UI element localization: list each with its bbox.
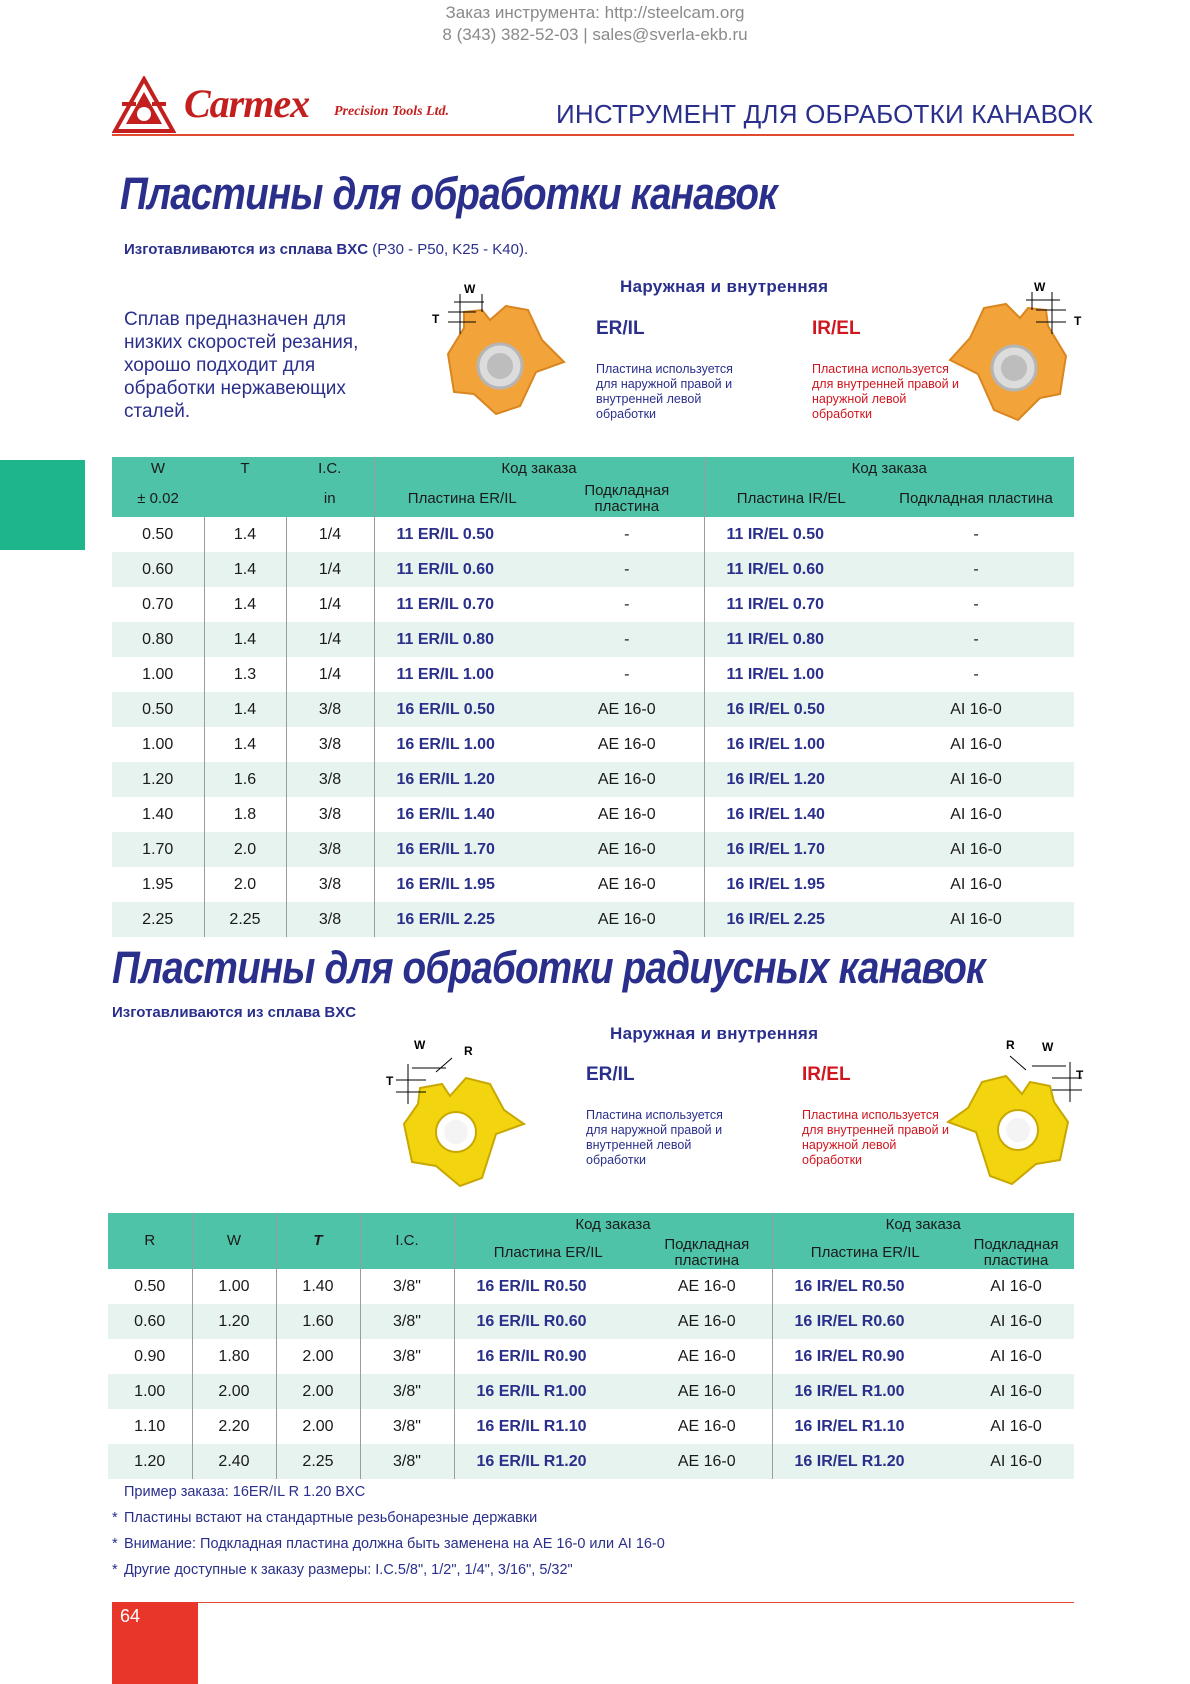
cell-shim-er: - <box>550 622 704 657</box>
cell-insert-er-code: 11 ER/IL 0.60 <box>374 552 550 587</box>
cell-ic: 1/4 <box>286 552 374 587</box>
cell-shim-right: AI 16-0 <box>990 1277 1042 1295</box>
cell-insert-er-code: 16 ER/IL 1.00 <box>396 735 495 753</box>
cell-w: 1.00 <box>112 727 204 762</box>
cell-ic: 1/4 <box>286 517 374 552</box>
r-col-order-left-header: Код заказа <box>454 1213 772 1237</box>
yellow-ir-insert-icon <box>940 1036 1090 1196</box>
radius-ir-r-label: R <box>1006 1038 1015 1052</box>
cell-w: 2.40 <box>192 1444 276 1479</box>
cell-t: 2.00 <box>276 1374 360 1409</box>
order-code-er-label: Код заказа <box>501 460 577 477</box>
radius-er-il-code: ER/IL <box>586 1064 635 1085</box>
cell-insert-right-code: 16 IR/EL R0.60 <box>772 1304 958 1339</box>
cell-insert-ir-code: 16 IR/EL 0.50 <box>704 692 878 727</box>
section-title: ИНСТРУМЕНТ ДЛЯ ОБРАБОТКИ КАНАВОК <box>556 99 1094 129</box>
cell-shim-right: AI 16-0 <box>958 1444 1074 1479</box>
cell-t: 1.8 <box>204 797 286 832</box>
cell-insert-left-code: 16 ER/IL R1.00 <box>454 1374 642 1409</box>
cell-ic: 3/8 <box>286 902 374 937</box>
radius-ir-w-label: W <box>1042 1040 1054 1054</box>
carmex-emblem-icon <box>112 76 176 136</box>
cell-shim-ir: - <box>878 622 1074 657</box>
cell-shim-er: AE 16-0 <box>550 867 704 902</box>
col-shim-er-header: Подкладная пластина <box>550 481 704 517</box>
cell-ic: 3/8 <box>286 727 374 762</box>
cell-ic: 1/4 <box>286 587 374 622</box>
cell-shim-left: AE 16-0 <box>642 1374 772 1409</box>
cell-shim-er: AE 16-0 <box>550 692 704 727</box>
grooves-material <box>124 241 528 258</box>
cell-w: 1.40 <box>112 797 204 832</box>
footnote-1 <box>112 1510 538 1526</box>
cell-shim-ir: AI 16-0 <box>950 875 1002 893</box>
radius-ir-t-label: T <box>1076 1068 1084 1082</box>
grooves-ir-el-code: IR/EL <box>812 318 861 339</box>
carmex-logo <box>112 76 472 136</box>
cell-insert-left-code: 16 ER/IL R1.20 <box>454 1444 642 1479</box>
cell-t: 2.00 <box>276 1339 360 1374</box>
cell-insert-er-code: 16 ER/IL 2.25 <box>374 902 550 937</box>
footnote-star: * <box>112 1536 118 1552</box>
cell-w: 2.20 <box>192 1409 276 1444</box>
table-row <box>112 552 1074 587</box>
cell-insert-er-code: 11 ER/IL 0.50 <box>396 525 495 543</box>
r-col-insert-right-header: Пластина ER/IL <box>772 1237 958 1269</box>
ir-t-label: T <box>1074 314 1082 328</box>
table-row <box>112 517 1074 552</box>
grooves-description: Сплав предназначен для низких скоростей резания, хорошо подходит для обработки нержавеющих сталей. <box>124 309 359 422</box>
cell-insert-left-code: 16 ER/IL R0.50 <box>476 1277 587 1295</box>
cell-ic: 1/4 <box>286 622 374 657</box>
cell-shim-left: AE 16-0 <box>642 1409 772 1444</box>
radius-er-r-label: R <box>464 1044 473 1058</box>
col-ic-unit: in <box>286 481 374 517</box>
cell-insert-right-code: 16 IR/EL R0.90 <box>794 1347 905 1365</box>
cell-w: 0.60 <box>112 552 204 587</box>
footnote-3-text: Другие доступные к заказу размеры: I.C.5/8", 1/2", 1/4", 3/16", 5/32" <box>124 1562 573 1578</box>
cell-insert-er-code: 16 ER/IL 1.40 <box>396 805 495 823</box>
cell-shim-right: AI 16-0 <box>958 1304 1074 1339</box>
table-row <box>112 902 1074 937</box>
table-row <box>112 587 1074 622</box>
cell-shim-right: AI 16-0 <box>990 1347 1042 1365</box>
col-insert-ir-header: Пластина IR/EL <box>704 481 878 517</box>
cell-shim-ir: - <box>973 595 979 613</box>
er-t-label: T <box>432 312 440 326</box>
footnote-star: * <box>112 1510 118 1526</box>
contact-phone-email: 8 (343) 382-52-03 | sales@sverla-ekb.ru <box>442 25 748 44</box>
col-shim-ir-header: Подкладная пластина <box>878 481 1074 517</box>
r-col-order-right-header: Код заказа <box>772 1213 1074 1237</box>
orange-ir-insert-icon <box>936 280 1086 440</box>
cell-shim-er: AE 16-0 <box>550 832 704 867</box>
cell-shim-er: AE 16-0 <box>550 797 704 832</box>
table-row <box>112 832 1074 867</box>
cell-shim-er: - <box>550 657 704 692</box>
grooves-inner-outer-label: Наружная и внутренняя <box>620 277 829 296</box>
r-col-t-header: T <box>276 1213 360 1269</box>
grooves-er-il-code: ER/IL <box>596 318 645 339</box>
col-t-header <box>204 457 286 481</box>
brand-subtitle: Precision Tools Ltd. <box>334 104 449 119</box>
radius-table-body <box>108 1269 1074 1479</box>
cell-insert-right-code: 16 IR/EL R1.20 <box>772 1444 958 1479</box>
cell-shim-er: - <box>550 552 704 587</box>
cell-t: 1.4 <box>204 587 286 622</box>
cell-t: 2.0 <box>204 832 286 867</box>
cell-shim-right: AI 16-0 <box>990 1417 1042 1435</box>
r-col-insert-left-header: Пластина ER/IL <box>454 1237 642 1269</box>
cell-ic: 1/4 <box>286 657 374 692</box>
contact-order-line: Заказ инструмента: http://steelcam.org <box>445 3 745 22</box>
cell-w: 1.70 <box>112 832 204 867</box>
radius-table <box>108 1213 1074 1479</box>
footer-divider <box>112 1602 1074 1603</box>
cell-shim-right: AI 16-0 <box>958 1374 1074 1409</box>
cell-insert-left-code: 16 ER/IL R1.10 <box>476 1417 587 1435</box>
cell-shim-left: AE 16-0 <box>642 1444 772 1479</box>
table-row <box>112 622 1074 657</box>
radius-er-il-insert-drawing <box>386 1038 536 1198</box>
cell-shim-left: AE 16-0 <box>642 1339 772 1374</box>
cell-t: 1.60 <box>276 1304 360 1339</box>
cell-w: 0.80 <box>112 622 204 657</box>
cell-ic: 3/8 <box>286 692 374 727</box>
cell-ic: 3/8 <box>286 867 374 902</box>
yellow-er-insert-icon <box>386 1038 536 1198</box>
cell-insert-ir-code: 11 IR/EL 0.60 <box>704 552 878 587</box>
footnote-3 <box>112 1562 573 1578</box>
cell-w: 1.20 <box>192 1304 276 1339</box>
cell-r: 0.50 <box>108 1269 192 1304</box>
cell-shim-left: AE 16-0 <box>642 1269 772 1304</box>
cell-insert-left-code: 16 ER/IL R0.90 <box>476 1347 587 1365</box>
header-divider <box>112 134 1074 136</box>
cell-w: 1.00 <box>112 657 204 692</box>
grooves-material-bold: Изготавливаются из сплава BXC <box>124 241 369 258</box>
cell-shim-er: AE 16-0 <box>550 762 704 797</box>
cell-ic: 3/8" <box>360 1444 454 1479</box>
cell-insert-er-code: 11 ER/IL 0.80 <box>374 622 550 657</box>
cell-shim-ir: AI 16-0 <box>878 832 1074 867</box>
cell-insert-er-code: 11 ER/IL 0.70 <box>396 595 495 613</box>
cell-ic: 3/8" <box>360 1339 454 1374</box>
cell-ic: 3/8 <box>286 797 374 832</box>
col-w-tolerance: ± 0.02 <box>112 481 204 517</box>
cell-shim-ir: - <box>878 552 1074 587</box>
cell-t: 1.4 <box>204 727 286 762</box>
radius-ir-el-code: IR/EL <box>802 1064 851 1085</box>
cell-shim-ir: AI 16-0 <box>878 762 1074 797</box>
er-il-insert-drawing <box>424 282 584 432</box>
table-row <box>108 1304 1074 1339</box>
cell-insert-right-code: 16 IR/EL R1.10 <box>794 1417 905 1435</box>
table-row <box>112 657 1074 692</box>
table-row <box>108 1339 1074 1374</box>
cell-insert-er-code: 16 ER/IL 1.70 <box>374 832 550 867</box>
cell-t: 1.6 <box>204 762 286 797</box>
table-row <box>108 1444 1074 1479</box>
r-col-r-header: R <box>108 1213 192 1269</box>
cell-w: 0.50 <box>112 692 204 727</box>
cell-shim-er: AE 16-0 <box>550 902 704 937</box>
r-col-shim-right-header: Подкладная пластина <box>958 1237 1074 1269</box>
cell-t: 1.4 <box>204 517 286 552</box>
cell-insert-ir-code: 11 IR/EL 0.50 <box>726 525 825 543</box>
cell-r: 1.10 <box>108 1409 192 1444</box>
cell-ic: 3/8" <box>360 1269 454 1304</box>
cell-r: 0.90 <box>108 1339 192 1374</box>
cell-r: 0.60 <box>108 1304 192 1339</box>
section-tab-marker <box>0 460 85 550</box>
grooves-er-il-note: Пластина используется для наружной правой и внутренней левой обработки <box>596 362 733 421</box>
col-ic-header <box>286 457 374 481</box>
cell-insert-ir-code: 16 IR/EL 2.25 <box>704 902 878 937</box>
grooves-table-body <box>112 517 1074 937</box>
grooves-material-grades: (P30 - P50, K25 - K40). <box>368 241 529 258</box>
table-row <box>108 1269 1074 1304</box>
cell-shim-ir: - <box>973 665 979 683</box>
table-row <box>112 797 1074 832</box>
table-row <box>112 692 1074 727</box>
grooves-title: Пластины для обработки канавок <box>120 168 777 219</box>
cell-ic: 3/8 <box>286 832 374 867</box>
cell-w: 0.50 <box>112 517 204 552</box>
radius-title: Пластины для обработки радиусных канавок <box>112 942 985 993</box>
cell-insert-ir-code: 16 IR/EL 1.40 <box>726 805 825 823</box>
cell-t: 2.25 <box>204 902 286 937</box>
cell-t: 1.4 <box>204 692 286 727</box>
col-w-label: W <box>150 460 166 477</box>
cell-insert-er-code: 11 ER/IL 1.00 <box>396 665 495 683</box>
cell-ic: 3/8" <box>360 1304 454 1339</box>
radius-er-il-note: Пластина используется для наружной правой и внутренней левой обработки <box>586 1108 723 1167</box>
page-number: 64 <box>120 1606 141 1626</box>
cell-insert-ir-code: 11 IR/EL 1.00 <box>726 665 825 683</box>
cell-insert-er-code: 16 ER/IL 1.95 <box>396 875 495 893</box>
ir-el-insert-drawing <box>936 280 1086 440</box>
footnote-1-text: Пластины встают на стандартные резьбонарезные державки <box>124 1510 538 1526</box>
cell-insert-ir-code: 16 IR/EL 1.00 <box>726 735 825 753</box>
footnote-2 <box>112 1536 665 1552</box>
brand-name: Carmex <box>184 81 310 126</box>
cell-t: 1.4 <box>204 552 286 587</box>
table-row <box>112 867 1074 902</box>
cell-shim-er: - <box>550 517 704 552</box>
r-col-w-header: W <box>192 1213 276 1269</box>
cell-t: 2.25 <box>276 1444 360 1479</box>
cell-ic: 3/8" <box>360 1374 454 1409</box>
contact-info <box>300 2 890 46</box>
cell-shim-left: AE 16-0 <box>642 1304 772 1339</box>
grooves-ir-el-note: Пластина используется для внутренней правой и наружной левой обработки <box>812 362 960 421</box>
cell-shim-ir: AI 16-0 <box>950 805 1002 823</box>
cell-insert-ir-code: 16 IR/EL 1.95 <box>726 875 825 893</box>
table-row <box>108 1409 1074 1444</box>
cell-shim-er: - <box>550 587 704 622</box>
cell-insert-er-code: 16 ER/IL 0.50 <box>374 692 550 727</box>
cell-w: 2.00 <box>192 1374 276 1409</box>
radius-material: Изготавливаются из сплава BXC <box>112 1004 357 1021</box>
grooves-table <box>112 457 1074 937</box>
r-col-ic-header: I.C. <box>360 1213 454 1269</box>
radius-inner-outer-label: Наружная и внутренняя <box>610 1024 819 1043</box>
cell-ic: 3/8 <box>286 762 374 797</box>
col-t-sub <box>204 481 286 517</box>
cell-r: 1.00 <box>108 1374 192 1409</box>
order-code-ir-label: Код заказа <box>851 460 927 477</box>
cell-w: 0.70 <box>112 587 204 622</box>
col-insert-er-header: Пластина ER/IL <box>374 481 550 517</box>
cell-w: 1.20 <box>112 762 204 797</box>
cell-insert-er-code: 16 ER/IL 1.20 <box>374 762 550 797</box>
cell-insert-ir-code: 11 IR/EL 0.80 <box>704 622 878 657</box>
table-row <box>112 762 1074 797</box>
footnote-2-text: Внимание: Подкладная пластина должна быть заменена на AE 16-0 или AI 16-0 <box>124 1536 665 1552</box>
cell-t: 2.00 <box>276 1409 360 1444</box>
radius-ir-el-note: Пластина используется для внутренней правой и наружной левой обработки <box>802 1108 950 1167</box>
er-w-label: W <box>464 282 476 296</box>
cell-t: 2.0 <box>204 867 286 902</box>
r-col-shim-left-header: Подкладная пластина <box>642 1237 772 1269</box>
cell-ic: 3/8" <box>360 1409 454 1444</box>
cell-t: 1.3 <box>204 657 286 692</box>
footnote-star: * <box>112 1562 118 1578</box>
cell-shim-er: AE 16-0 <box>550 727 704 762</box>
order-example: Пример заказа: 16ER/IL R 1.20 BXC <box>124 1484 366 1500</box>
col-order-er-header <box>374 457 704 481</box>
radius-er-t-label: T <box>386 1074 394 1088</box>
col-ic-label: I.C. <box>318 460 342 477</box>
cell-insert-ir-code: 16 IR/EL 1.70 <box>704 832 878 867</box>
table-row <box>108 1374 1074 1409</box>
cell-shim-ir: - <box>973 525 979 543</box>
radius-ir-el-insert-drawing <box>940 1036 1090 1196</box>
cell-t: 1.4 <box>204 622 286 657</box>
cell-insert-ir-code: 11 IR/EL 0.70 <box>726 595 825 613</box>
cell-w: 1.95 <box>112 867 204 902</box>
cell-r: 1.20 <box>108 1444 192 1479</box>
cell-t: 1.40 <box>276 1269 360 1304</box>
cell-w: 1.00 <box>192 1269 276 1304</box>
cell-w: 2.25 <box>112 902 204 937</box>
ir-w-label: W <box>1034 280 1046 294</box>
table-row <box>112 727 1074 762</box>
cell-insert-ir-code: 16 IR/EL 1.20 <box>704 762 878 797</box>
orange-er-insert-icon <box>424 282 584 432</box>
cell-insert-left-code: 16 ER/IL R0.60 <box>454 1304 642 1339</box>
cell-shim-ir: AI 16-0 <box>878 902 1074 937</box>
cell-w: 1.80 <box>192 1339 276 1374</box>
col-w-header <box>112 457 204 481</box>
radius-er-w-label: W <box>414 1038 426 1052</box>
cell-insert-right-code: 16 IR/EL R0.50 <box>794 1277 905 1295</box>
cell-shim-ir: AI 16-0 <box>878 692 1074 727</box>
cell-insert-right-code: 16 IR/EL R1.00 <box>772 1374 958 1409</box>
cell-shim-ir: AI 16-0 <box>950 735 1002 753</box>
col-order-ir-header <box>704 457 1074 481</box>
col-t-label: T <box>240 460 250 477</box>
